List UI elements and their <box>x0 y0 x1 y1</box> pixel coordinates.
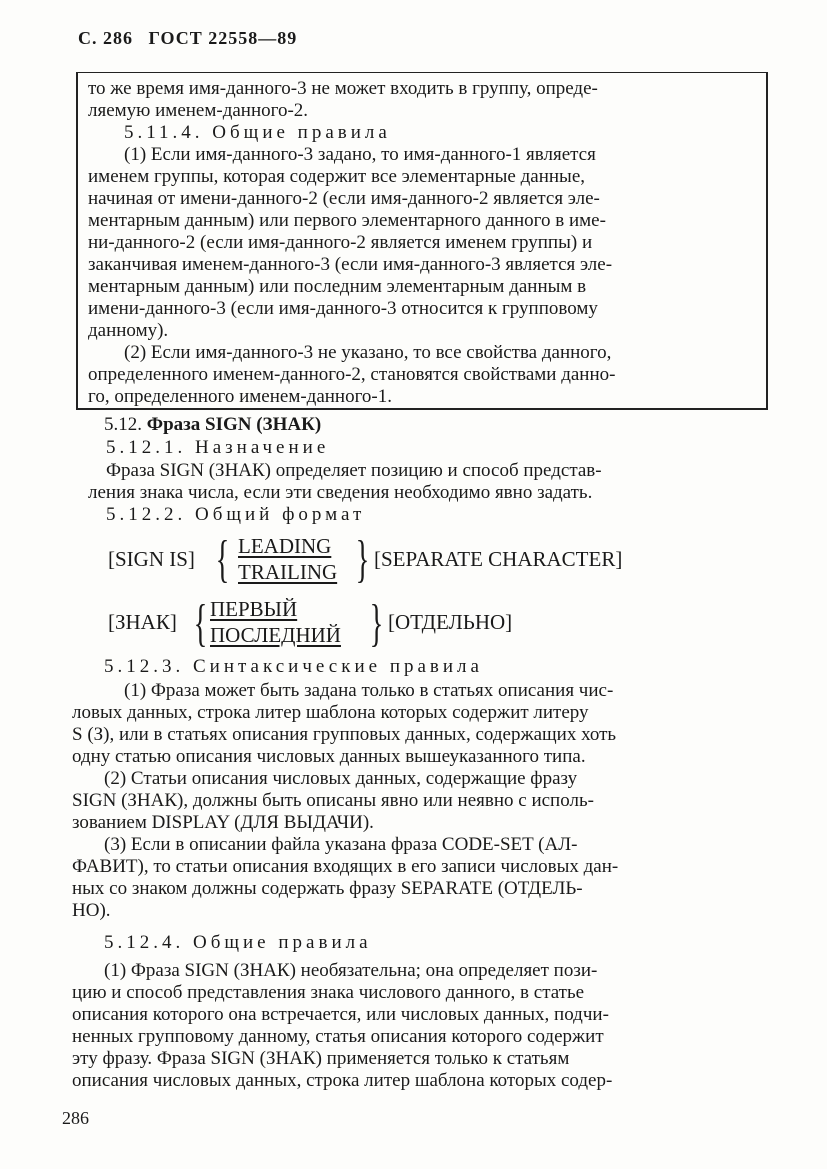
formula-en-lead: [SIGN IS] <box>108 547 195 571</box>
general-heading: 5.12.4. Общие правила <box>104 932 372 953</box>
format-heading: 5.12.2. Общий формат <box>106 504 366 525</box>
left-brace-icon: { <box>215 531 230 588</box>
box-line: ни-данного-2 (если имя-данного-2 является именем группы) и <box>88 232 593 253</box>
box-line: начиная от имени-данного-2 (если имя-данного-2 является эле- <box>88 188 600 209</box>
box-line: ментарным данным) или последним элементарным данным в <box>88 276 587 297</box>
syntax-line: S (З), или в статьях описания групповых данных, содержащих хоть <box>72 724 617 745</box>
purpose-heading: 5.12.1. Назначение <box>106 437 330 458</box>
formula-en-options <box>238 533 337 585</box>
formula-ru-tail: [ОТДЕЛЬНО] <box>388 610 513 634</box>
box-line: го, определенного именем-данного-1. <box>88 386 392 407</box>
formula-ru-lead: [ЗНАК] <box>108 610 177 634</box>
box-line: ментарным данным) или первого элементарного данного в име- <box>88 210 606 231</box>
page-label: С. 286 <box>78 28 133 48</box>
syntax-line: SIGN (ЗНАК), должны быть описаны явно или неявно с исполь- <box>72 790 594 811</box>
section-number: 5.12. <box>104 414 142 435</box>
purpose-line: Фраза SIGN (ЗНАК) определяет позицию и способ представ- <box>106 460 602 481</box>
syntax-line: (2) Статьи описания числовых данных, содержащие фразу <box>104 768 578 789</box>
syntax-line: НО). <box>72 900 111 921</box>
general-line: ненных групповому данному, статья описания которого содержит <box>72 1026 604 1047</box>
general-line: эту фразу. Фраза SIGN (ЗНАК) применяется только к статьям <box>72 1048 570 1069</box>
option-last: ПОСЛЕДНИЙ <box>210 623 341 647</box>
formula-en-tail: [SEPARATE CHARACTER] <box>374 547 623 571</box>
box-line: заканчивая именем-данного-3 (если имя-данного-3 является эле- <box>88 254 613 275</box>
box-top-rule <box>76 72 768 73</box>
general-line: цию и способ представления знака числового данного, в статье <box>72 982 585 1003</box>
syntax-line: зованием DISPLAY (ДЛЯ ВЫДАЧИ). <box>72 812 374 833</box>
general-line: описания которого она встречается, или числовых данных, подчи- <box>72 1004 609 1025</box>
section-title-text: Фраза SIGN (ЗНАК) <box>146 414 322 435</box>
formula-ru-options <box>210 596 341 648</box>
purpose-line: ления знака числа, если эти сведения необходимо явно задать. <box>88 482 593 503</box>
general-line: описания числовых данных, строка литер шаблона которых содер- <box>72 1070 613 1091</box>
standard-code: ГОСТ 22558—89 <box>148 28 298 48</box>
box-line: именем группы, которая содержит все элементарные данные, <box>88 166 585 187</box>
box-line: определенного именем-данного-2, становятся свойствами данно- <box>88 364 616 385</box>
syntax-line: (3) Если в описании файла указана фраза CODE-SET (АЛ- <box>104 834 578 855</box>
subsection-heading: 5.11.4. Общие правила <box>124 122 391 143</box>
option-first: ПЕРВЫЙ <box>210 597 298 621</box>
box-line: ляемую именем-данного-2. <box>88 100 309 121</box>
right-brace-icon: } <box>355 531 370 588</box>
syntax-line: ных со знаком должны содержать фразу SEPARATE (ОТДЕЛЬ- <box>72 878 583 899</box>
syntax-line: ловых данных, строка литер шаблона которых содержит литеру <box>72 702 589 723</box>
syntax-line: ФАВИТ), то статьи описания входящих в его записи числовых дан- <box>72 856 619 877</box>
syntax-line: одну статью описания числовых данных вышеуказанного типа. <box>72 746 586 767</box>
general-line: (1) Фраза SIGN (ЗНАК) необязательна; она определяет пози- <box>104 960 598 981</box>
box-line: (2) Если имя-данного-3 не указано, то все свойства данного, <box>124 342 612 363</box>
left-brace-icon: { <box>193 595 208 652</box>
syntax-heading: 5.12.3. Синтаксические правила <box>104 656 483 677</box>
right-brace-icon: } <box>369 595 384 652</box>
page-number: 286 <box>62 1108 89 1128</box>
section-title <box>104 414 774 436</box>
box-line: (1) Если имя-данного-3 задано, то имя-данного-1 является <box>124 144 596 165</box>
page-header <box>78 28 307 49</box>
box-line: имени-данного-3 (если имя-данного-3 относится к групповому <box>88 298 598 319</box>
box-line: данному). <box>88 320 169 341</box>
option-trailing: TRAILING <box>238 560 338 584</box>
option-leading: LEADING <box>238 534 332 558</box>
syntax-line: (1) Фраза может быть задана только в статьях описания чис- <box>124 680 614 701</box>
box-line: то же время имя-данного-3 не может входить в группу, опреде- <box>88 78 598 99</box>
